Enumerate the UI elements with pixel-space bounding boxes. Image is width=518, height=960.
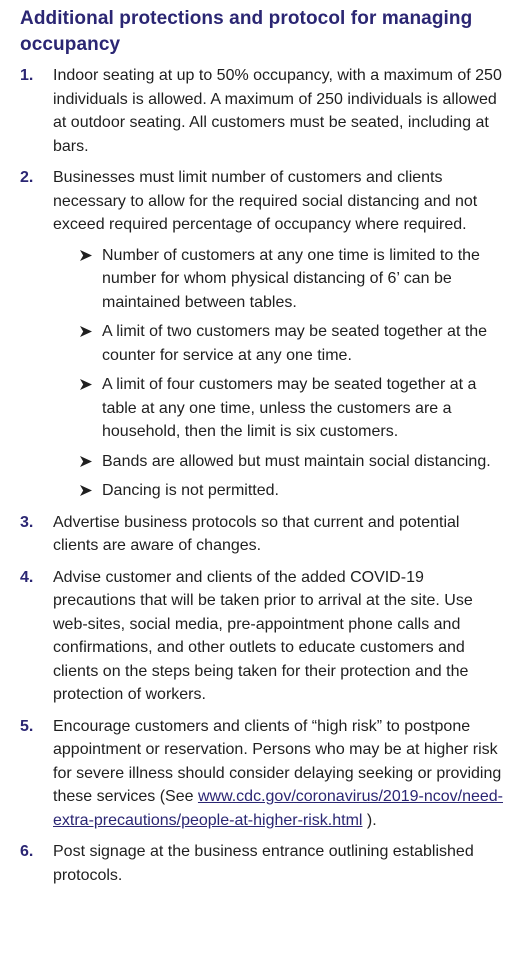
item-text: Advise customer and clients of the added COVID-19 precautions that will be taken prior to arrival at the site. Use web-sites, social media, pre-appointment phone calls and confirmations, and other outlets to educate customers and clients on the steps being taken for their protection and the protection of workers. bbox=[53, 568, 473, 703]
item-number: 2. bbox=[20, 169, 34, 186]
item-number: 6. bbox=[20, 843, 34, 860]
item-number: 1. bbox=[20, 67, 34, 84]
sub-item-text: A limit of two customers may be seated together at the counter for service at any one time. bbox=[102, 323, 488, 364]
sub-list-item bbox=[53, 373, 504, 444]
item-text: Post signage at the business entrance outlining established protocols. bbox=[53, 843, 474, 884]
arrowhead-icon bbox=[80, 379, 92, 390]
list-item bbox=[20, 511, 504, 558]
list-item bbox=[20, 166, 504, 503]
item-text: Businesses must limit number of customers and clients necessary to allow for the required social distancing and not exceed required percentage of occupancy where required. bbox=[53, 169, 478, 233]
item-text-after: ). bbox=[362, 811, 377, 829]
item-number: 4. bbox=[20, 568, 34, 586]
sub-list bbox=[53, 244, 504, 503]
item-text: Indoor seating at up to 50% occupancy, with a maximum of 250 individuals is allowed. A maximum of 250 individuals is allowed at outdoor seating. All customers must be seated, including at bars. bbox=[53, 67, 502, 155]
arrowhead-icon bbox=[80, 326, 92, 337]
cdc-link[interactable]: www.cdc.gov/coronavirus/2019-ncov/need-extra-precautions/people-at-higher-risk.html bbox=[53, 788, 503, 829]
sub-list-item bbox=[53, 450, 504, 474]
section-title: Additional protections and protocol for managing occupancy bbox=[20, 8, 473, 55]
list-item bbox=[20, 840, 504, 887]
sub-list-item bbox=[53, 320, 504, 367]
item-number: 3. bbox=[20, 513, 34, 531]
arrowhead-icon bbox=[80, 250, 92, 261]
list-item bbox=[20, 715, 504, 833]
sub-list-item bbox=[53, 479, 504, 503]
sub-item-text: A limit of four customers may be seated together at a table at any one time, unless the customers are a household, then the limit is six customers. bbox=[102, 376, 477, 440]
arrowhead-icon bbox=[80, 456, 92, 467]
sub-item-text: Number of customers at any one time is limited to the number for whom physical distancing of 6’ can be maintained between tables. bbox=[102, 246, 480, 311]
list-item bbox=[20, 64, 504, 158]
arrowhead-icon bbox=[80, 485, 92, 496]
item-number: 5. bbox=[20, 717, 34, 735]
sub-list-item bbox=[53, 244, 504, 315]
item-text: Advertise business protocols so that current and potential clients are aware of changes. bbox=[53, 513, 460, 554]
item-text: Encourage customers and clients of “high risk” to postpone appointment or reservation. Persons who may be at higher risk for severe illness should consider delaying seeking or providing these services (See bbox=[53, 717, 502, 805]
protocol-list bbox=[20, 64, 504, 887]
list-item bbox=[20, 566, 504, 707]
sub-item-text: Dancing is not permitted. bbox=[102, 482, 279, 499]
sub-item-text: Bands are allowed but must maintain social distancing. bbox=[102, 452, 491, 470]
